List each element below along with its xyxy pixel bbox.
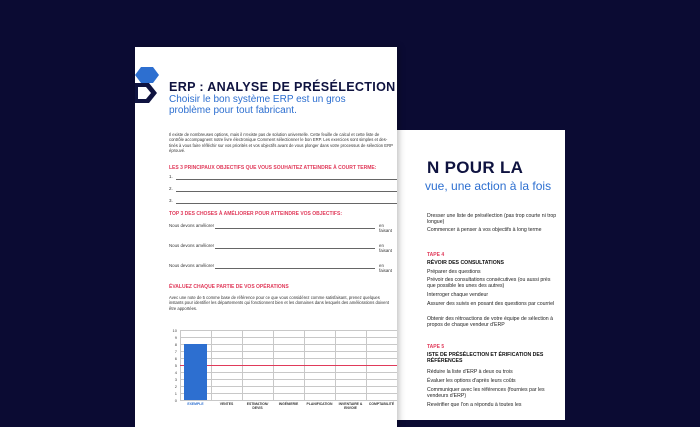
fill-line [215,228,375,229]
grid-line [180,337,397,338]
y-tick-label: 4 [174,369,177,375]
y-tick-label: 3 [174,376,177,382]
grid-line [180,330,397,331]
x-tick-label: INVENTAIRE & ENVOIE [338,402,363,410]
step-heading: ISTE DE PRÉSÉLECTION ET ÉRIFICATION DES RÉFÉRENCES [427,352,544,365]
list-item: Revérifier que l'on a répondu à toutes les [427,402,522,408]
y-tick-label: 2 [174,383,177,389]
list-item: Dresser une liste de présélection (pas trop courte ni trop longue) [427,213,557,226]
step-label: TAPE 5 [427,344,445,350]
y-tick-label: 7 [174,348,177,354]
evaluate-paragraph: Avec une note de 5 comme base de référence pour ce que vous considérez comme satisfaisant, prenez quelques instants pour identifier les départements qui fonctionnent bien et les domaines dans lesquels des améliorations doivent être apportées. [169,295,389,311]
grid-line [180,344,397,345]
list-item: Assurer des suivis en posant des questions par courriel [427,301,555,307]
improve-suffix: en faisant [379,223,392,233]
goal-number: 1. [169,174,173,179]
list-item: Communiquer avec les références (fournies par les vendeurs d'ERP) [427,387,545,400]
step-heading: RÉVOIR DES CONSULTATIONS [427,260,504,266]
x-tick-label: COMPTABILITÉ [368,402,395,406]
grid-line [180,372,397,373]
y-tick-label: 1 [174,390,177,396]
y-tick-label: 6 [174,355,177,361]
document-title: ERP : ANALYSE DE PRÉSÉLECTION [169,80,396,94]
list-item: Réduire la liste d'ERP à deux ou trois [427,369,513,375]
list-item: Évaluer les options d'après leurs coûts [427,378,516,384]
intro-paragraph: Il existe de nombreuses options, mais il n'existe pas de solution universelle. Cette feuille de calcul et cette liste de contrôle accompagnent notre livre électronique Comment sélectionner le bon ERP. Les exercices sont simples et des-tinés à vous faire réfléchir sur vos priorités et vos objectifs avant de vous plonger dans votre processus de sélection ERP éprouvé. [169,132,393,154]
section-heading-improve: TOP 3 DES CHOSES À AMÉLIORER POUR ATTEINDRE VOS OBJECTIFS: [169,211,342,217]
grid-line [180,386,397,387]
rating-chart [169,323,397,427]
list-item: Commencer à penser à vos objectifs à long terme [427,227,542,233]
goal-line [169,186,397,192]
hexagon-logo-icon [135,65,161,105]
x-tick-label: EXEMPLE [187,402,204,406]
list-item: Préparer des questions [427,269,481,275]
reference-line [180,365,397,366]
grid-line [180,351,397,352]
y-tick-label: 10 [172,327,177,333]
back-page-subtitle: vue, une action à la fois [425,179,552,193]
goal-number: 2. [169,186,173,191]
improve-suffix: en faisant [379,263,392,273]
grid-line [180,379,397,380]
grid-line [180,400,397,401]
improvement-line [169,243,397,253]
section-heading-evaluate: ÉVALUEZ CHAQUE PARTIE DE VOS OPÉRATIONS [169,284,289,290]
x-tick-label: ESTIMATION/ DEVIS [246,402,269,410]
grid-line [180,358,397,359]
x-tick-label: INGÉNIERIE [278,402,299,406]
improve-prefix: Nous devons améliorer [169,223,215,228]
y-tick-label: 5 [174,362,177,368]
fill-line [176,179,397,180]
fill-line [176,191,397,192]
improve-prefix: Nous devons améliorer [169,263,215,268]
improve-prefix: Nous devons améliorer [169,243,215,248]
improvement-line [169,263,397,273]
grid-line [180,393,397,394]
step-label: TAPE 4 [427,252,445,258]
goal-number: 3. [169,198,173,203]
y-tick-label: 9 [174,334,177,340]
chart-bar [184,344,208,400]
section-heading-goals: LES 3 PRINCIPAUX OBJECTIFS QUE VOUS SOUHAITEZ ATTEINDRE À COURT TERME: [169,165,377,171]
list-item: Prévoir des consultations consécutives (ou aussi près que possible les unes des autres) [427,277,551,290]
improvement-line [169,223,397,233]
back-page-title: N POUR LA [427,158,524,177]
y-tick-label: 0 [174,397,177,403]
x-tick-label: PLANIFICATION [306,402,333,406]
fill-line [215,248,375,249]
fill-line [176,203,397,204]
list-item: Interroger chaque vendeur [427,292,489,298]
x-tick-label: VENTES [219,402,234,406]
y-tick-label: 8 [174,341,177,347]
goal-line [169,198,397,204]
improve-suffix: en faisant [379,243,392,253]
goal-line [169,174,397,180]
document-subtitle: Choisir le bon système ERP est un gros problème pour tout fabricant. [169,94,346,116]
list-item: Obtenir des rétroactions de votre équipe de sélection à propos de chaque vendeur d'ERP [427,316,554,329]
fill-line [215,268,375,269]
front-page [135,47,397,427]
